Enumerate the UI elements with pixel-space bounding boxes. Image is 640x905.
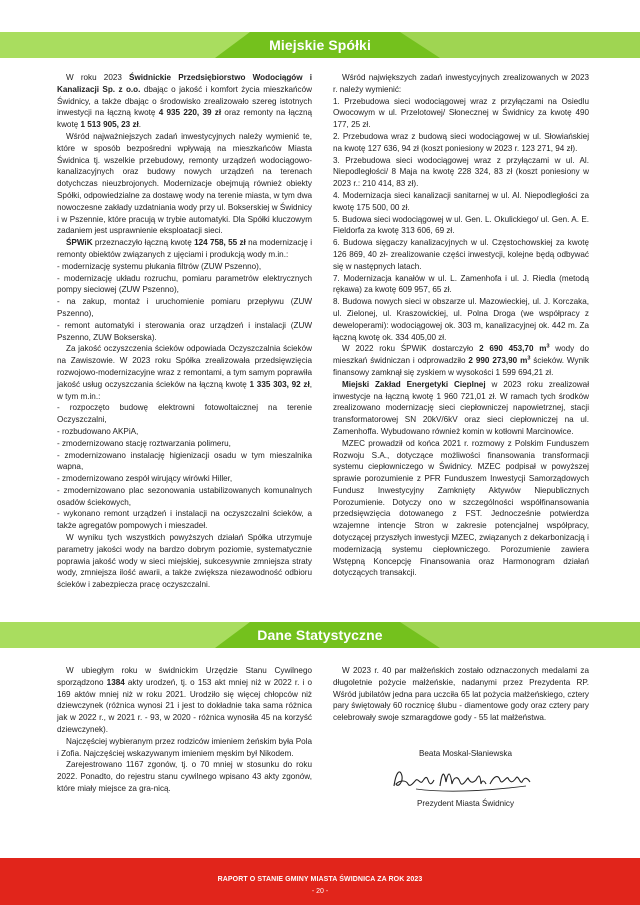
bold-text: 3 bbox=[546, 343, 550, 350]
paragraph bbox=[57, 72, 312, 131]
text-segment: 3. Przebudowa sieci wodociągowej wraz z przyłączami w ul. Al. Niepodległości/ 8 Maja na kwotę 228 324, 83 zł (koszt poniesiony w 2023 r.: 210 414, 83 zł). bbox=[333, 155, 589, 189]
text-segment: - zmodernizowano plac sezonowania ustabilizowanych komunalnych osadów ściekowych, bbox=[57, 485, 312, 507]
text-segment: 1. Przebudowa sieci wodociągowej wraz z przyłączami na Osiedlu Owocowym w ul. Przelotowej/ Słonecznej w Świdnicy za kwotę 490 177, 25 zł. bbox=[333, 96, 589, 130]
page-number: - 20 - bbox=[311, 888, 329, 895]
text-segment: W ubiegłym roku w świdnickim Urzędzie Stanu Cywilnego sporządzono bbox=[57, 666, 312, 687]
paragraph bbox=[333, 237, 589, 272]
text-segment: akty urodzeń, tj. o 153 akt mniej niż w 2022 r. i o 169 aktów mniej niż w roku 2021. Urodziło się więcej chłopców niż dziewczynek (różnica wynosi 21 i jest to dokładnie taka sama różnica jak w 2022 r., w 2021 r. - 93, w 2020 - różnica wynosiła 45 na korzyść dziewczynek). bbox=[57, 677, 312, 734]
paragraph bbox=[57, 273, 312, 297]
text-segment: - modernizację systemu płukania filtrów (ZUW Pszenno), bbox=[57, 261, 262, 271]
paragraph bbox=[333, 131, 589, 155]
paragraph bbox=[57, 736, 312, 760]
bold-text: ŚPWiK bbox=[66, 238, 93, 248]
paragraph bbox=[333, 214, 589, 238]
paragraph bbox=[57, 237, 312, 261]
text-segment: W 2022 roku ŚPWiK dostarczyło bbox=[342, 344, 480, 354]
handwritten-signature bbox=[386, 762, 536, 796]
statystyka-right-text bbox=[333, 665, 589, 724]
paragraph bbox=[333, 273, 589, 297]
bold-text: 2 690 453,70 m bbox=[479, 344, 547, 354]
bold-text: 2 990 273,90 m bbox=[468, 356, 528, 366]
text-segment: W roku 2023 bbox=[66, 73, 130, 82]
text-segment: 8. Budowa nowych sieci w obszarze ul. Mazowieckiej, ul. J. Korczaka, ul. Zielonej, ul. Kraszowickiej, ul. Polna Droga (we współpracy z deweloperami): wodociągowej ok. 303 m, kanalizacyjnej ok. 442 m. Za łączną kwotę ok. 334 405,00 zł. bbox=[333, 297, 589, 342]
statystyka-left-column bbox=[57, 665, 312, 795]
text-segment: Za jakość oczyszczenia ścieków odpowiada Oczyszczalnia ścieków na Zawiszowie. W 2023 roku Spółka zrealizowała przedsięwzięcia rozwojowo-modernizacyjne wraz z remontami, a tym samym poprawiła jakość usług oczyszczania ścieków na łączną kwotę bbox=[57, 344, 312, 389]
bold-text: 1 335 303, 92 zł bbox=[249, 379, 310, 389]
spolki-right-column bbox=[333, 72, 589, 579]
text-segment: 2. Przebudowa wraz z budową sieci wodociągowej w ul. Słowiańskiej na kwotę 127 636, 94 zł (koszt poniesiony w 2023 r. 123 271, 94 zł). bbox=[333, 131, 589, 153]
paragraph bbox=[57, 261, 312, 273]
text-segment: - na zakup, montaż i uruchomienie pomiaru przepływu (ZUW Pszenno), bbox=[57, 297, 312, 318]
bold-text: 3 bbox=[527, 355, 531, 362]
paragraph bbox=[333, 438, 589, 580]
text-segment: - zmodernizowano instalację higienizacji osadu w tym mieszalnika wapna, bbox=[57, 450, 312, 472]
paragraph bbox=[57, 532, 312, 591]
text-segment: , w tym m.in.: bbox=[57, 379, 312, 401]
text-segment: - rozbudowano AKPiA, bbox=[57, 426, 139, 436]
paragraph bbox=[57, 402, 312, 426]
text-segment: - wykonano remont urządzeń i instalacji na oczyszczalni ścieków, a także agregatów pompowych i mieszadeł. bbox=[57, 509, 312, 531]
text-segment: - zmodernizowano stację roztwarzania polimeru, bbox=[57, 438, 231, 448]
paragraph bbox=[333, 155, 589, 190]
text-segment: na modernizację i remonty obiektów związanych z ujęciami i produkcją wody m.in.: bbox=[57, 238, 312, 259]
spolki-left-column bbox=[57, 72, 312, 591]
paragraph bbox=[57, 485, 312, 509]
text-segment: W 2023 r. 40 par małżeńskich zostało odznaczonych medalami za długoletnie pożycie małżeńskie, nadanymi przez Prezydenta RP. Wśród jubilatów jedna para uczciła 65 lat pożycia małżeńskiego, cztery pary świętowały 60 rocznicę ślubu - diamentowe gody oraz cztery pary celebrowały swoje szmaragdowe gody - 55 lat małżeństwa. bbox=[333, 666, 589, 723]
text-segment: wody do mieszkań świdniczan i odprowadziło bbox=[333, 344, 589, 366]
paragraph bbox=[333, 379, 589, 438]
text-segment: Wśród największych zadań inwestycyjnych zrealizowanych w 2023 r. należy wymienić: bbox=[333, 73, 589, 94]
paragraph bbox=[333, 296, 589, 343]
text-segment: . bbox=[138, 120, 142, 130]
section-title: Dane Statystyczne bbox=[257, 627, 383, 643]
text-segment: W wyniku tych wszystkich powyższych działań Spółka utrzymuje parametry jakości wody na bardzo dobrym poziomie, systematycznie poprawia jakość wody w sieci miejskiej, sukcesywnie zmniejsza straty wody, zmniejsza ilość awarii, a także zwiększa niezawodność odbioru ścieków i zabezpiecza pracę oczyszczalni. bbox=[57, 533, 312, 590]
signature-block bbox=[333, 748, 589, 810]
section-banner-miejskie-spolki bbox=[0, 28, 640, 62]
text-segment: - modernizację układu rozruchu, pomiaru parametrów elektrycznych pompy sieciowej (ZUW Pszenno), bbox=[57, 273, 312, 295]
paragraph bbox=[333, 190, 589, 214]
paragraph bbox=[57, 296, 312, 320]
text-segment: Zarejestrowano 1167 zgonów, tj. o 70 mniej w stosunku do roku 2022. Ponadto, do rejestru stanu cywilnego wpisano 43 akty zgonów, które miały miejsce za gra-nicą. bbox=[57, 760, 312, 793]
paragraph bbox=[57, 343, 312, 402]
paragraph bbox=[333, 665, 589, 724]
paragraph bbox=[57, 450, 312, 474]
text-segment: MZEC prowadził od końca 2021 r. rozmowy z Polskim Funduszem Rozwoju S.A., dotyczące możliwości finansowania transformacji systemu ciepłowniczego w Świdnicy. MZEC podpisał w powyższej sprawie porozumienie z PFR Funduszem Inwestycji Samorządowych Fundusz Inwestycyjny Zamknięty Aktywów Niepublicznych Porozumienie. Dotyczy ono w szczególności współfinansowania przedsięwzięcia dotowanego z FST. Jednocześnie potwierdza wzajemne intencje Stron w zakresie potencjalnej współpracy, dotyczącej przyszłych inwestycji MZEC, związanych z dekarbonizacją i modernizacją systemu ciepłowniczego. Porozumienie zawiera Wstępną Koncepcję Finansowania oraz Harmonogram działań dotyczących transakcji. bbox=[333, 438, 589, 578]
text-segment: Najczęściej wybieranym przez rodziców imieniem żeńskim była Pola i Zofia. Najczęściej wskazywanym imieniem męskim był Nikodem. bbox=[57, 736, 312, 758]
bold-text: 4 935 220, 39 zł bbox=[158, 108, 222, 118]
bold-text: 1 513 905, 23 zł bbox=[80, 120, 139, 130]
text-segment: ścieków. Wynik finansowy zamknął się zyskiem w wysokości 1 599 694,21 zł. bbox=[333, 356, 589, 377]
text-segment: - remont automatyki i sterowania oraz urządzeń i instalacji (ZUW Pszenno, ZUW Bokserska). bbox=[57, 320, 312, 342]
paragraph bbox=[57, 508, 312, 532]
paragraph bbox=[57, 665, 312, 736]
paragraph bbox=[57, 473, 312, 485]
text-segment: przeznaczyło łączną kwotę bbox=[92, 238, 195, 248]
paragraph bbox=[57, 131, 312, 237]
bold-text: Miejski Zakład Energetyki Cieplnej bbox=[342, 379, 486, 389]
text-segment: oraz remonty na łączną kwotę bbox=[57, 108, 313, 130]
paragraph bbox=[57, 438, 312, 450]
bold-text: 1384 bbox=[106, 677, 125, 687]
paragraph bbox=[57, 426, 312, 438]
paragraph bbox=[333, 96, 589, 131]
paragraph bbox=[333, 72, 589, 96]
paragraph bbox=[333, 343, 589, 378]
text-segment: Wśród najważniejszych zadań inwestycyjnych należy wymienić te, które w sposób bezpośredni wpływają na mieszkańców Miasta Świdnica tj. wszelkie przebudowy, remonty urządzeń wodociągowo-kanalizacyjnych oraz budowy nowych urządzeń na terenach dotychczas nieuzbrojonych. Modernizacje obejmują również obiekty Spółki, odpowiedzialne za dostawę wody na terenie miasta, w tym dwa nowoczesne zakłady uzdatniania wody przy ul. Bokserskiej w Świdnicy i w Pszennie, które pracują w trybie automatyki. Dla Spółki kluczowym zadaniem jest usprawnienie eksploatacji sieci. bbox=[57, 131, 312, 236]
page-footer bbox=[0, 858, 640, 905]
statystyka-right-column bbox=[333, 665, 589, 810]
text-segment: 5. Budowa sieci wodociągowej w ul. Gen. L. Okulickiego/ ul. Gen. A. E. Fieldorfa za kwotę 313 606, 69 zł. bbox=[333, 214, 589, 236]
signature-title: Prezydent Miasta Świdnicy bbox=[416, 798, 515, 808]
paragraph bbox=[57, 759, 312, 794]
section-title: Miejskie Spółki bbox=[269, 37, 371, 53]
text-segment: 6. Budowa sięgaczy kanalizacyjnych w ul. Częstochowskiej za kwotę 126 869, 40 zł- zrealizowanie części inwestycji, kolejne będą odbywać się w następnych latach. bbox=[333, 238, 589, 271]
footer-title: RAPORT O STANIE GMINY MIASTA ŚWIDNICA ZA ROK 2023 bbox=[217, 876, 423, 883]
section-banner-dane-statystyczne bbox=[0, 618, 640, 652]
text-segment: 7. Modernizacja kanałów w ul. L. Zamenhofa i ul. J. Riedla (metodą rękawa) za kwotę 609 957, 65 zł. bbox=[333, 273, 589, 295]
text-segment: w 2023 roku zrealizował inwestycje na łączną kwotę 1 960 721,01 zł. W ramach tych środków zrealizowano modernizację sieci ciepłowniczej napowietrznej, stacji transformatorowej SN 20kV/6kV oraz sieci ciepłowniczej na ul. Zamenhoffa. Wybudowano również komin w kotłowni Marcinowice. bbox=[333, 379, 589, 436]
text-segment: 4. Modernizacja sieci kanalizacji sanitarnej w ul. Al. Niepodległości za kwotę 175 500, 00 zł. bbox=[333, 190, 589, 212]
bold-text: 124 758, 55 zł bbox=[194, 238, 246, 248]
text-segment: - zmodernizowano zespół wirujący wirówki Hiller, bbox=[57, 474, 233, 484]
text-segment: dbając o jakość i komfort życia mieszkańców Świdnicy, a także dbając o środowisko zrealizowało szereg istotnych inwestycji na łączną kwotę bbox=[57, 84, 312, 118]
signature-name: Beata Moskal-Słaniewska bbox=[418, 748, 513, 758]
bold-text: Świdnickie Przedsiębiorstwo Wodociągów i Kanalizacji Sp. z o.o. bbox=[57, 73, 313, 94]
paragraph bbox=[57, 320, 312, 344]
text-segment: - rozpoczęto budowę elektrowni fotowoltaicznej na terenie Oczyszczalni, bbox=[57, 403, 312, 425]
